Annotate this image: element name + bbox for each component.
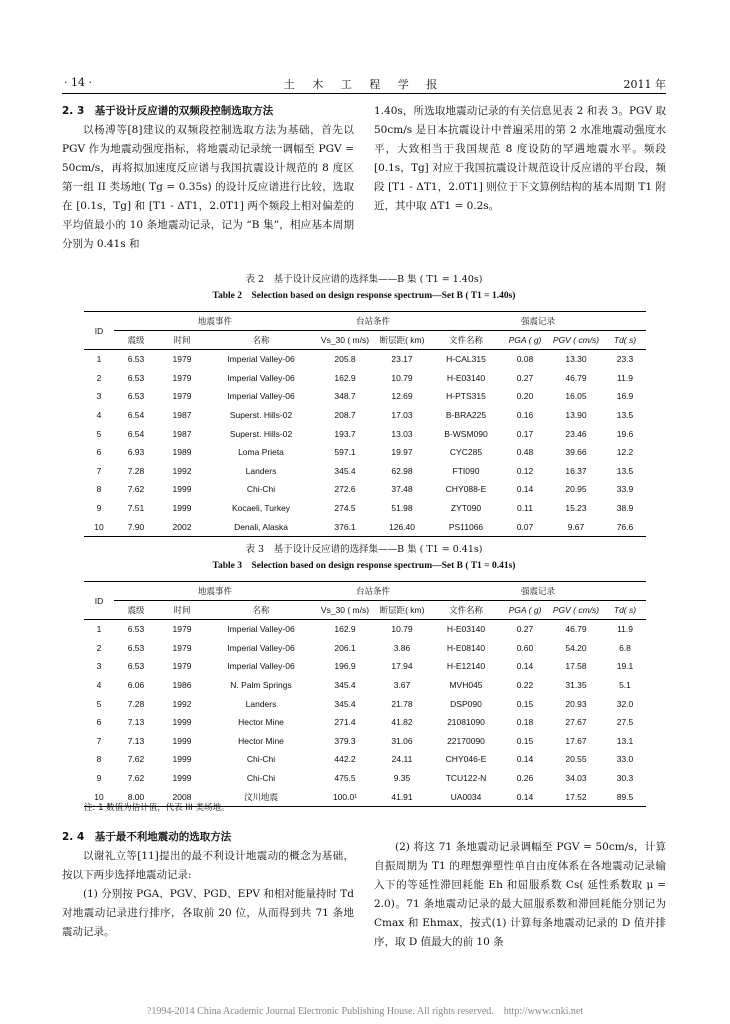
table-cell: 17.94 xyxy=(391,661,413,672)
table-cell: 20.95 xyxy=(565,484,587,495)
table-cell: 0.60 xyxy=(516,642,534,653)
table-cell: 345.4 xyxy=(334,465,356,476)
table-cell: 6.53 xyxy=(127,661,145,672)
table-cell: 1979 xyxy=(172,391,192,402)
table-cell: 196.9 xyxy=(334,661,356,672)
table-cell: 0.27 xyxy=(516,624,534,635)
table-cell: 30.3 xyxy=(616,773,634,784)
table-cell: 4 xyxy=(96,680,102,691)
table-cell: 2 xyxy=(96,372,102,383)
table-row xyxy=(84,443,646,462)
table-cell: Landers xyxy=(245,698,277,709)
table-cell: 1989 xyxy=(172,447,192,458)
table-cell: Hector Mine xyxy=(238,717,284,728)
col-file-name: 文件名称 xyxy=(430,331,502,350)
table-cell: 7.90 xyxy=(127,521,145,532)
paragraph-2-3-cont: 1.40s，所选取地震动记录的有关信息见表 2 和表 3。PGV 取 50cm/s 是日本抗震设计中普遍采用的第 2 水准地震动强度水平，大致相当于我国规范 8 度设防的罕遇地震水平。频段 [0.1s，Tg] 对应于我国抗震设计规范设计反应谱的平台段，频段 [T1 - ΔT1，2.0T1] 则位于下文算例结构的基本周期 T1 附近，其中取 ΔT1 = 0.2s。 xyxy=(374,105,666,212)
table-cell: Kocaeli, Turkey xyxy=(231,503,291,514)
table-cell: CHY046-E xyxy=(445,754,487,765)
table2-caption-en: Table 2 Selection based on design response spectrum—Set B ( T1 = 1.40s) xyxy=(212,291,516,301)
group-event: 地震事件 xyxy=(114,582,316,601)
table-cell: 3 xyxy=(96,661,102,672)
table-cell: 0.22 xyxy=(516,680,534,691)
group-station: 台站条件 xyxy=(316,582,430,601)
table-cell: 10.79 xyxy=(391,372,413,383)
table-cell: 442.2 xyxy=(334,754,356,765)
table-cell: Chi-Chi xyxy=(246,773,276,784)
table-cell: 17.52 xyxy=(565,791,587,802)
col-vs30: Vs_30 ( m/s) xyxy=(316,601,374,620)
table-cell: 6.06 xyxy=(127,680,145,691)
table-cell: 126.40 xyxy=(389,521,415,532)
table-cell: 31.06 xyxy=(391,735,413,746)
table-cell: 0.48 xyxy=(516,447,534,458)
table-cell: 16.37 xyxy=(565,465,587,476)
table-cell: 7.28 xyxy=(127,465,145,476)
col-id: ID xyxy=(84,582,114,620)
table-cell: 1999 xyxy=(172,717,192,728)
col-td: Td( s) xyxy=(604,601,646,620)
table-cell: 271.4 xyxy=(334,717,356,728)
table-cell: 8.00 xyxy=(127,791,145,802)
table-cell: 13.03 xyxy=(391,428,413,439)
table-row xyxy=(84,369,646,388)
table-cell: 34.03 xyxy=(565,773,587,784)
table-cell: 12.69 xyxy=(391,391,413,402)
table-cell: 1986 xyxy=(172,680,192,691)
table-cell: 5 xyxy=(96,428,102,439)
table-row xyxy=(84,517,646,536)
paragraph-2-4-step2: (2) 将这 71 条地震动记录调幅至 PGV = 50cm/s，计算自振周期为 T1 的理想弹塑性单自由度体系在各地震动记录输入下的等延性滞回耗能 Eh 和屈服系数 Cs( 延性系数取 μ = 2.0)。71 条地震动记录的最大屈服系数和滞回耗能分别记为 Cmax 和 Ehmax，按式(1) 计算每条地震动记录的 D 值并排序，取 D 值最大的前 10 条 xyxy=(374,841,666,948)
table-cell: 3 xyxy=(96,391,102,402)
table-row xyxy=(84,676,646,695)
table-cell: 1979 xyxy=(172,354,192,365)
table-cell: 27.5 xyxy=(616,717,634,728)
table-cell: 22170090 xyxy=(447,735,485,746)
table-cell: DSP090 xyxy=(450,698,482,709)
table-cell: 0.14 xyxy=(516,754,534,765)
table-cell: 12.2 xyxy=(616,447,634,458)
table-cell: 3.86 xyxy=(393,642,411,653)
table-cell: 11.9 xyxy=(617,372,633,383)
table-cell: Imperial Valley-06 xyxy=(227,661,295,672)
journal-year: 2011 年 xyxy=(623,78,666,91)
table-cell: 11.9 xyxy=(617,624,633,635)
table-cell: 7 xyxy=(96,735,102,746)
table-cell: 0.07 xyxy=(516,521,534,532)
table-cell: 1987 xyxy=(172,410,192,421)
table-cell: 7.62 xyxy=(127,484,145,495)
table-cell: 21081090 xyxy=(447,717,485,728)
table-cell: Hector Mine xyxy=(238,735,284,746)
table3-caption-cn: 表 3 基于设计反应谱的选择集——B 集 ( T1 = 0.41s) xyxy=(245,544,483,555)
table-cell: 100.0¹ xyxy=(332,791,358,802)
section-heading-2-3: 2. 3 基于设计反应谱的双频段控制选取方法 xyxy=(62,105,274,117)
table-cell: 6.53 xyxy=(127,354,145,365)
table-cell: 23.46 xyxy=(565,428,587,439)
table-cell: 162.9 xyxy=(334,624,356,635)
table3 xyxy=(84,581,646,807)
table2-body xyxy=(84,350,646,537)
table-cell: 76.6 xyxy=(616,521,634,532)
table-cell: UA0034 xyxy=(450,791,482,802)
table-cell: 205.8 xyxy=(334,354,356,365)
table-cell: 1999 xyxy=(172,503,192,514)
table-cell: 39.66 xyxy=(565,447,587,458)
table-cell: 19.6 xyxy=(616,428,634,439)
table-cell: 0.14 xyxy=(516,791,534,802)
table-cell: Imperial Valley-06 xyxy=(227,642,295,653)
left-column-top xyxy=(62,102,354,254)
table3-caption xyxy=(62,542,666,574)
table-row xyxy=(84,732,646,751)
col-name: 名称 xyxy=(206,331,316,350)
table-cell: H-E08140 xyxy=(446,642,486,653)
table-cell: 13.5 xyxy=(616,465,634,476)
table-cell: Imperial Valley-06 xyxy=(227,391,295,402)
table-cell: 2002 xyxy=(172,521,192,532)
table-cell: 1999 xyxy=(172,773,192,784)
col-pgv: PGV ( cm/s) xyxy=(548,331,604,350)
table-cell: 376.1 xyxy=(334,521,356,532)
table-row xyxy=(84,406,646,425)
table-cell: 208.7 xyxy=(334,410,356,421)
right-column-top xyxy=(374,102,666,216)
table-cell: Superst. Hills-02 xyxy=(229,410,293,421)
table-row xyxy=(84,480,646,499)
left-column-bottom xyxy=(62,828,354,942)
table-cell: 6.54 xyxy=(127,410,145,421)
col-magnitude: 震级 xyxy=(114,331,158,350)
paragraph-2-3: 以杨溥等[8]建议的双频段控制选取方法为基础，首先以 PGV 作为地震动强度指标，将地震动记录统一调幅至 PGV = 50cm/s，再将拟加速度反应谱与我国抗震设计规范的 8 度区第一组 II 类场地( Tg = 0.35s) 的设计反应谱进行比较，选取在 [0.1s，Tg] 和 [T1 - ΔT1，2.0T1] 两个频段上相对偏差的平均值最小的 10 条地震动记录，记为 “B 集”，相应基本周期分别为 0.41s 和 xyxy=(62,124,354,250)
col-pgv: PGV ( cm/s) xyxy=(548,601,604,620)
copyright-footer: ?1994-2014 China Academic Journal Electronic Publishing House. All rights reserved. http://www.cnki.net xyxy=(146,1006,584,1017)
table-cell: Imperial Valley-06 xyxy=(227,372,295,383)
table-row xyxy=(84,387,646,406)
table-cell: 272.6 xyxy=(334,484,356,495)
table-cell: 1999 xyxy=(172,754,192,765)
table-cell: 9.67 xyxy=(567,521,585,532)
table-cell: 0.14 xyxy=(516,484,534,495)
table-cell: 8 xyxy=(96,484,102,495)
table-cell: 0.11 xyxy=(517,503,533,514)
table-cell: 41.91 xyxy=(391,791,413,802)
col-td: Td( s) xyxy=(604,331,646,350)
group-station: 台站条件 xyxy=(316,312,430,331)
col-name: 名称 xyxy=(206,601,316,620)
table-cell: 20.55 xyxy=(565,754,587,765)
table2-caption-cn: 表 2 基于设计反应谱的选择集——B 集 ( T1 = 1.40s) xyxy=(245,274,483,285)
col-pga: PGA ( g) xyxy=(502,331,548,350)
table-cell: 162.9 xyxy=(334,372,356,383)
table-cell: Landers xyxy=(245,465,277,476)
table-cell: 13.30 xyxy=(565,354,587,365)
table-cell: B-BRA225 xyxy=(445,410,487,421)
table-cell: H-E03140 xyxy=(446,372,486,383)
table-cell: PS11066 xyxy=(448,521,484,532)
table-cell: Denali, Alaska xyxy=(234,521,288,532)
table-cell: 54.20 xyxy=(565,642,587,653)
table-cell: 24.11 xyxy=(391,754,413,765)
table-cell: 31.35 xyxy=(565,680,587,691)
col-fault-dist: 断层距( km) xyxy=(374,601,430,620)
table-cell: 32.0 xyxy=(616,698,634,709)
table-cell: 9 xyxy=(96,503,102,514)
header-rule xyxy=(62,93,666,94)
table-cell: 1999 xyxy=(172,735,192,746)
table-cell: MVH045 xyxy=(449,680,483,691)
table-cell: 6.54 xyxy=(127,428,145,439)
table-cell: 597.1 xyxy=(334,447,356,458)
col-magnitude: 震级 xyxy=(114,601,158,620)
table-row xyxy=(84,694,646,713)
table3-note: 注: 1 数值为估计值，代表 III 类场地。 xyxy=(84,803,230,813)
table-cell: 27.67 xyxy=(565,717,587,728)
paragraph-2-4-intro: 以谢礼立等[11]提出的最不利设计地震动的概念为基础，按以下两步选择地震动记录: xyxy=(62,850,354,881)
group-record: 强震记录 xyxy=(430,312,646,331)
table-cell: 2008 xyxy=(172,791,192,802)
table-cell: 345.4 xyxy=(334,680,356,691)
table-cell: TCU122-N xyxy=(445,773,487,784)
col-time: 时间 xyxy=(158,331,206,350)
table-cell: 0.27 xyxy=(516,372,534,383)
table-cell: 6.8 xyxy=(619,642,631,653)
table-cell: 1979 xyxy=(172,661,192,672)
table-cell: Loma Prieta xyxy=(238,447,284,458)
table-cell: 17.58 xyxy=(565,661,587,672)
table-cell: 2 xyxy=(96,642,102,653)
table-cell: 8 xyxy=(96,754,102,765)
table-cell: CHY088-E xyxy=(445,484,487,495)
table-cell: 7 xyxy=(96,465,102,476)
table-cell: 0.15 xyxy=(516,698,534,709)
table-cell: 16.9 xyxy=(616,391,634,402)
table-cell: 6 xyxy=(96,717,102,728)
table-cell: 7.28 xyxy=(127,698,145,709)
table-cell: 6.53 xyxy=(127,642,145,653)
table-cell: 13.5 xyxy=(616,410,634,421)
table-cell: 9 xyxy=(96,773,102,784)
table-cell: 37.48 xyxy=(391,484,413,495)
table-cell: Chi-Chi xyxy=(246,484,276,495)
table-cell: 7.62 xyxy=(127,754,145,765)
table-cell: 1 xyxy=(96,354,102,365)
table-cell: 38.9 xyxy=(616,503,634,514)
table-cell: 1 xyxy=(96,624,102,635)
table-row xyxy=(84,424,646,443)
table-cell: 13.90 xyxy=(565,410,587,421)
table-cell: 3.67 xyxy=(393,680,411,691)
table-cell: 0.17 xyxy=(516,428,534,439)
group-record: 强震记录 xyxy=(430,582,646,601)
table-row xyxy=(84,769,646,788)
table-cell: 6 xyxy=(96,447,102,458)
table-cell: 0.26 xyxy=(516,773,534,784)
table-cell: 1979 xyxy=(172,642,192,653)
table-cell: B-WSM090 xyxy=(444,428,488,439)
table-cell: 46.79 xyxy=(565,624,587,635)
table-cell: 0.16 xyxy=(516,410,534,421)
table-row xyxy=(84,639,646,658)
table-cell: 汶川地震 xyxy=(243,791,278,802)
table-cell: 16.05 xyxy=(565,391,587,402)
table-cell: 5.1 xyxy=(619,680,631,691)
table-cell: 41.82 xyxy=(391,717,413,728)
table-cell: 23.3 xyxy=(616,354,634,365)
table-cell: FTI090 xyxy=(452,465,480,476)
table-row xyxy=(84,499,646,518)
table-cell: 10 xyxy=(94,521,104,532)
table-row xyxy=(84,750,646,769)
group-event: 地震事件 xyxy=(114,312,316,331)
table-cell: H-E03140 xyxy=(446,624,486,635)
table-cell: 17.67 xyxy=(565,735,587,746)
table-cell: 0.20 xyxy=(516,391,534,402)
table-row xyxy=(84,620,646,639)
table2-caption xyxy=(62,272,666,304)
table-cell: 89.5 xyxy=(616,791,634,802)
table-cell: 1987 xyxy=(172,428,192,439)
table-cell: 348.7 xyxy=(334,391,356,402)
table-cell: 1992 xyxy=(172,465,192,476)
col-time: 时间 xyxy=(158,601,206,620)
table-cell: 0.08 xyxy=(516,354,534,365)
table-cell: 51.98 xyxy=(391,503,413,514)
table-cell: H-E12140 xyxy=(446,661,486,672)
table-cell: 46.79 xyxy=(565,372,587,383)
table-cell: Superst. Hills-02 xyxy=(229,428,293,439)
table-cell: 5 xyxy=(96,698,102,709)
col-pga: PGA ( g) xyxy=(502,601,548,620)
col-id: ID xyxy=(84,312,114,350)
table-cell: 4 xyxy=(96,410,102,421)
table-cell: 0.14 xyxy=(516,661,534,672)
table-cell: 10 xyxy=(94,791,104,802)
table-cell: 0.18 xyxy=(516,717,534,728)
table-row xyxy=(84,350,646,369)
table-cell: 62.98 xyxy=(391,465,413,476)
col-vs30: Vs_30 ( m/s) xyxy=(316,331,374,350)
page-header xyxy=(62,76,666,92)
table-cell: 33.0 xyxy=(616,754,634,765)
table-cell: 7.51 xyxy=(127,503,145,514)
section-heading-2-4: 2. 4 基于最不利地震动的选取方法 xyxy=(62,831,232,843)
col-fault-dist: 断层距( km) xyxy=(374,331,430,350)
table-cell: 21.78 xyxy=(391,698,413,709)
paragraph-2-4-step1: (1) 分别按 PGA、PGV、PGD、EPV 和相对能量持时 Td 对地震动记录进行排序，各取前 20 位，从而得到共 71 条地震动记录。 xyxy=(62,888,354,938)
table-cell: ZYT090 xyxy=(450,503,482,514)
table-row xyxy=(84,713,646,732)
table-cell: 15.23 xyxy=(565,503,587,514)
table-cell: 1992 xyxy=(172,698,192,709)
right-column-bottom xyxy=(374,838,666,952)
table-cell: 6.53 xyxy=(127,391,145,402)
table-cell: 7.62 xyxy=(127,773,145,784)
table3-caption-en: Table 3 Selection based on design response spectrum—Set B ( T1 = 0.41s) xyxy=(212,561,516,571)
table-cell: 345.4 xyxy=(334,698,356,709)
table-cell: 17.03 xyxy=(391,410,413,421)
table-cell: 13.1 xyxy=(616,735,634,746)
table-cell: 7.13 xyxy=(127,717,145,728)
table-cell: H-CAL315 xyxy=(446,354,486,365)
table-cell: 19.1 xyxy=(616,661,634,672)
table-cell: Chi-Chi xyxy=(246,754,276,765)
table2 xyxy=(84,311,646,537)
col-file-name: 文件名称 xyxy=(430,601,502,620)
table-cell: 193.7 xyxy=(334,428,356,439)
table-cell: 274.5 xyxy=(334,503,356,514)
journal-title: 土 木 工 程 学 报 xyxy=(283,78,445,91)
page-number: · 14 · xyxy=(64,76,92,89)
table-cell: 20.93 xyxy=(565,698,587,709)
table-cell: 19.97 xyxy=(391,447,413,458)
table-cell: 6.53 xyxy=(127,372,145,383)
table-cell: 379.3 xyxy=(334,735,356,746)
table3-body xyxy=(84,620,646,807)
table-cell: CYC285 xyxy=(449,447,483,458)
table-cell: 206.1 xyxy=(334,642,356,653)
table-cell: 475.5 xyxy=(334,773,356,784)
table-row xyxy=(84,657,646,676)
table-cell: 0.15 xyxy=(516,735,534,746)
table-cell: 1979 xyxy=(172,372,192,383)
table-cell: 23.17 xyxy=(391,354,413,365)
table-cell: 33.9 xyxy=(616,484,634,495)
table-cell: Imperial Valley-06 xyxy=(227,624,295,635)
table-cell: Imperial Valley-06 xyxy=(227,354,295,365)
table-cell: N. Palm Springs xyxy=(230,680,292,691)
table-cell: 1999 xyxy=(172,484,192,495)
table-cell: 9.35 xyxy=(393,773,411,784)
table-cell: 1979 xyxy=(172,624,192,635)
table-cell: 6.93 xyxy=(127,447,145,458)
table-cell: 7.13 xyxy=(127,735,145,746)
table-cell: 0.12 xyxy=(516,465,534,476)
table-cell: 10.79 xyxy=(391,624,413,635)
table-cell: H-PTS315 xyxy=(446,391,486,402)
table-row xyxy=(84,462,646,481)
table-cell: 6.53 xyxy=(127,624,145,635)
